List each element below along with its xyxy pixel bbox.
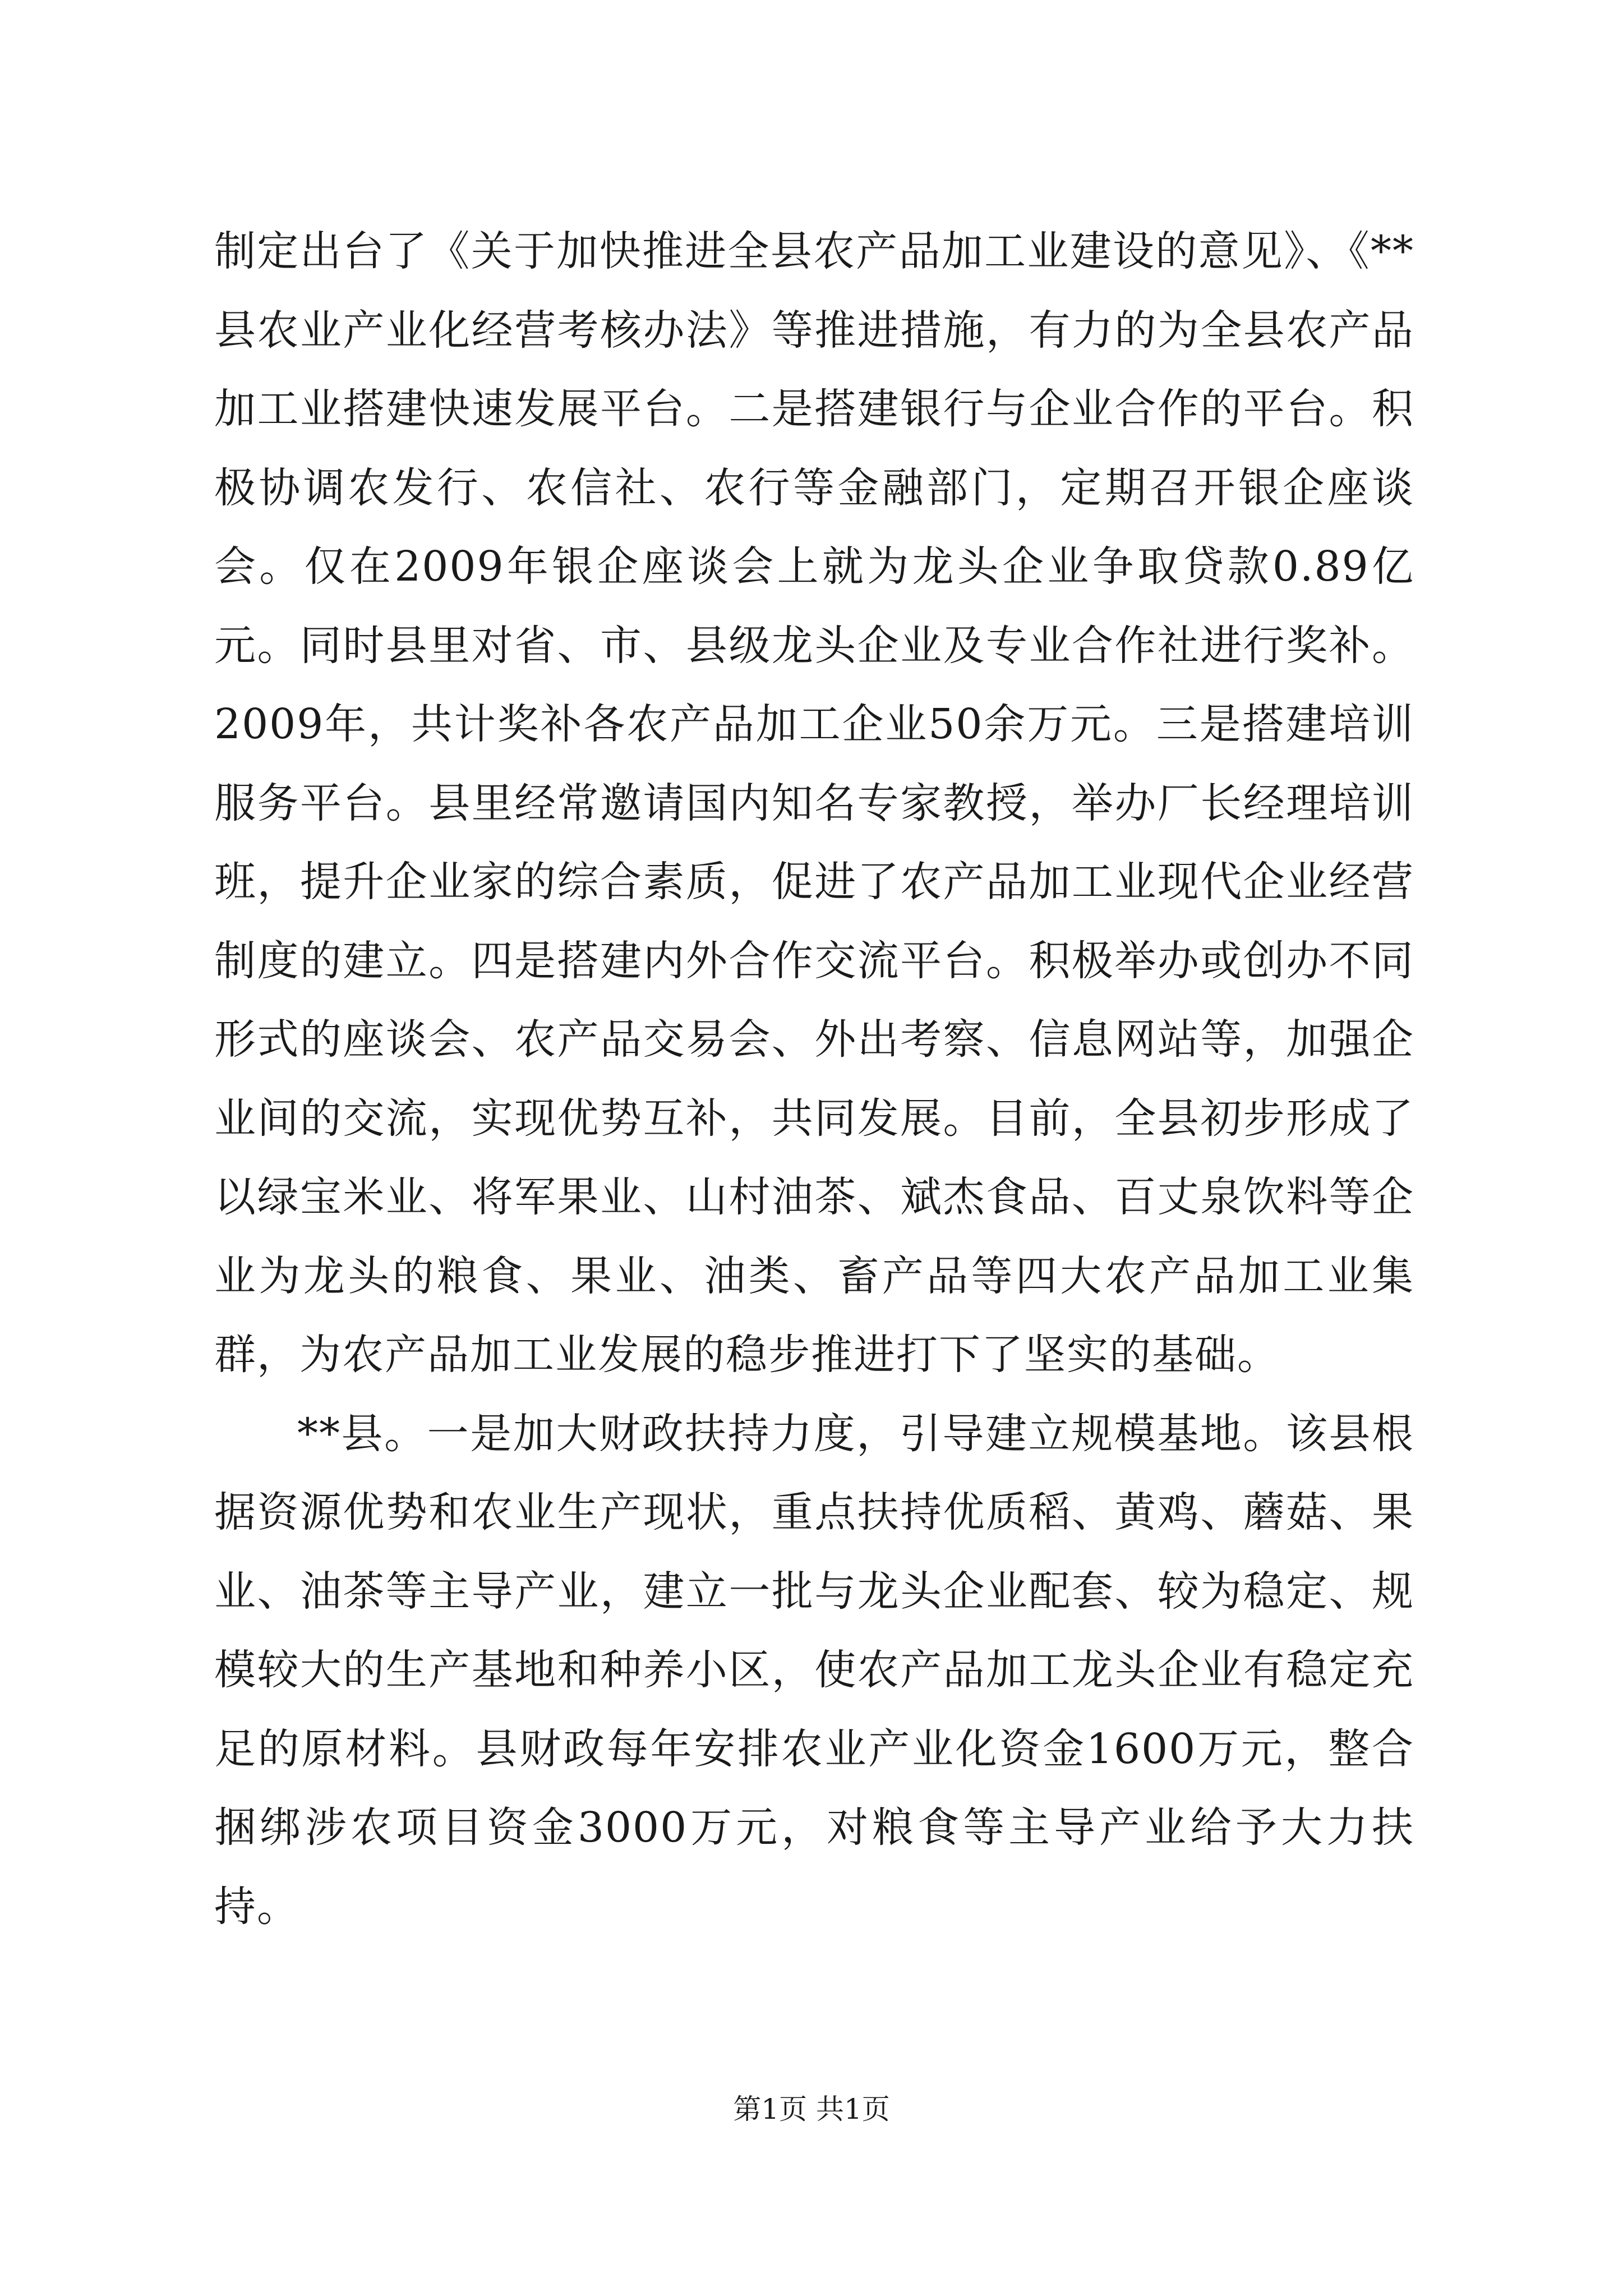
page-number-label: 第1页 共1页 [733,2093,890,2125]
page-footer [0,2087,1623,2127]
document-body [214,212,1414,1946]
paragraph-1: 制定出台了《关于加快推进全县农产品加工业建设的意见》、《**县农业产业化经营考核办法》等推进措施，有力的为全县农产品加工业搭建快速发展平台。二是搭建银行与企业合作的平台。积极协调农发行、农信社、农行等金融部门，定期召开银企座谈会。仅在2009年银企座谈会上就为龙头企业争取贷款0.89亿元。同时县里对省、市、县级龙头企业及专业合作社进行奖补。2009年，共计奖补各农产品加工企业50余万元。三是搭建培训服务平台。县里经常邀请国内知名专家教授，举办厂长经理培训班，提升企业家的综合素质，促进了农产品加工业现代企业经营制度的建立。四是搭建内外合作交流平台。积极举办或创办不同形式的座谈会、农产品交易会、外出考察、信息网站等，加强企业间的交流，实现优势互补，共同发展。目前，全县初步形成了以绿宝米业、将军果业、山村油茶、斌杰食品、百丈泉饮料等企业为龙头的粮食、果业、油类、畜产品等四大农产品加工业集群，为农产品加工业发展的稳步推进打下了坚实的基础。 [214,227,1414,1379]
paragraph-2: **县。一是加大财政扶持力度，引导建立规模基地。该县根据资源优势和农业生产现状，重点扶持优质稻、黄鸡、蘑菇、果业、油茶等主导产业，建立一批与龙头企业配套、较为稳定、规模较大的生产基地和种养小区，使农产品加工龙头企业有稳定充足的原材料。县财政每年安排农业产业化资金1600万元，整合捆绑涉农项目资金3000万元，对粮食等主导产业给予大力扶持。 [214,1409,1414,1931]
